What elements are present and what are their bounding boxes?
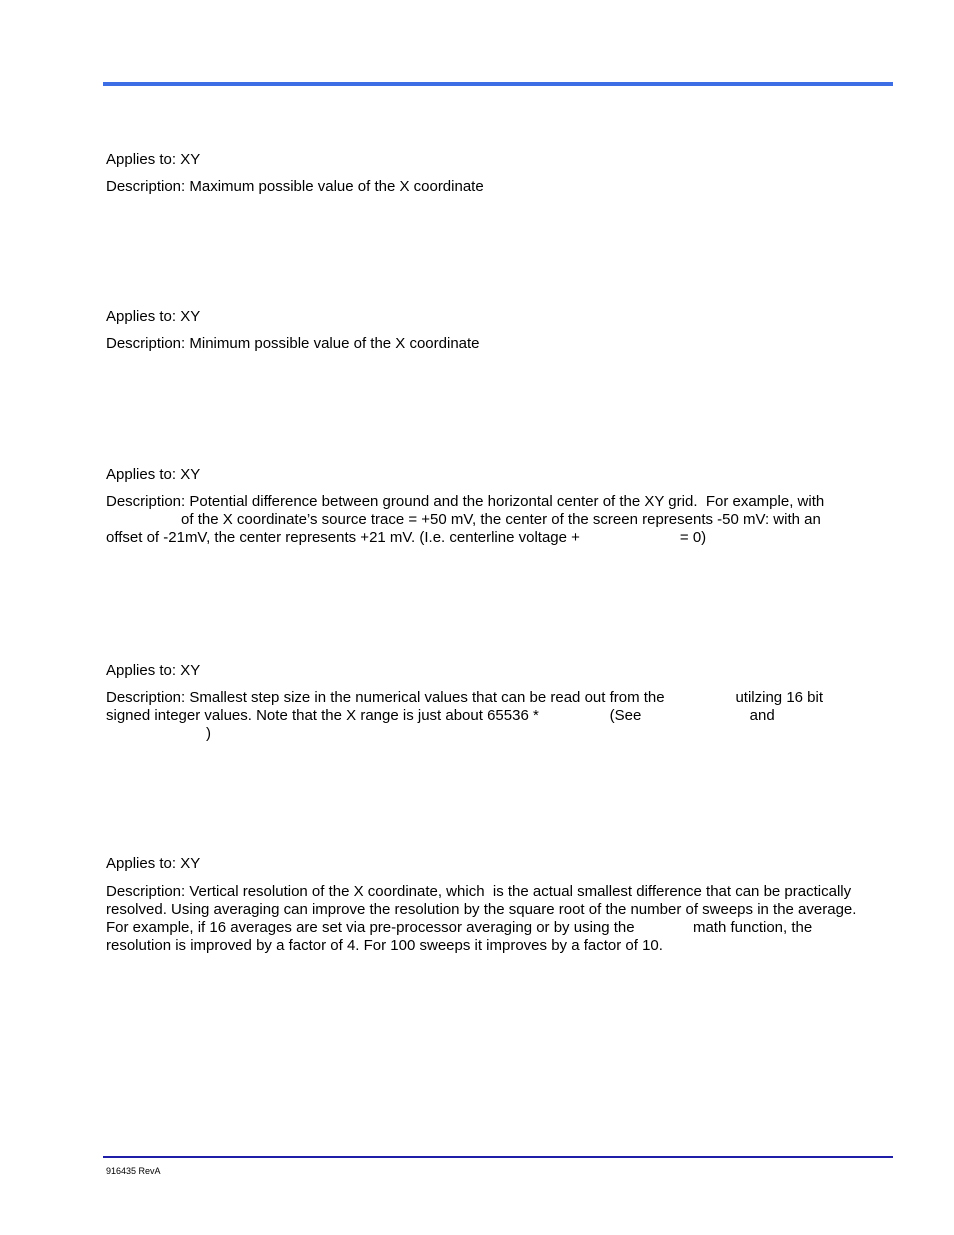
description-text xyxy=(106,883,896,955)
applies-to-label: Applies to: XY xyxy=(106,466,201,483)
footer-rule xyxy=(103,1156,893,1158)
applies-to-label: Applies to: XY xyxy=(106,855,201,872)
description-text xyxy=(106,493,896,547)
description-line: Description: Maximum possible value of the X coordinate xyxy=(106,178,484,195)
description-text xyxy=(106,689,896,743)
description-line: offset of -21mV, the center represents +21 mV. (I.e. centerline voltage + = 0) xyxy=(106,529,707,546)
doc-number: 916435 RevA xyxy=(106,1166,161,1176)
description-line: Description: Minimum possible value of the X coordinate xyxy=(106,335,480,352)
description-line: Description: Potential difference between ground and the horizontal center of the XY grid. For example, with xyxy=(106,493,825,510)
applies-to-label: Applies to: XY xyxy=(106,151,201,168)
header-rule xyxy=(103,82,893,86)
description-line: resolution is improved by a factor of 4. For 100 sweeps it improves by a factor of 10. xyxy=(106,937,663,954)
description-line: For example, if 16 averages are set via pre-processor averaging or by using the math function, the xyxy=(106,919,813,936)
applies-to-label: Applies to: XY xyxy=(106,662,201,679)
description-line: signed integer values. Note that the X range is just about 65536 * (See and xyxy=(106,707,775,724)
description-text xyxy=(106,178,896,196)
description-line: ) xyxy=(106,725,212,742)
description-line: Description: Vertical resolution of the X coordinate, which is the actual smallest difference that can be practically xyxy=(106,883,852,900)
description-line: of the X coordinate’s source trace = +50 mV, the center of the screen represents -50 mV: with an xyxy=(106,511,821,528)
description-text xyxy=(106,335,896,353)
description-line: resolved. Using averaging can improve the resolution by the square root of the number of sweeps in the average. xyxy=(106,901,857,918)
description-line: Description: Smallest step size in the numerical values that can be read out from the utilzing 16 bit xyxy=(106,689,824,706)
applies-to-label: Applies to: XY xyxy=(106,308,201,325)
